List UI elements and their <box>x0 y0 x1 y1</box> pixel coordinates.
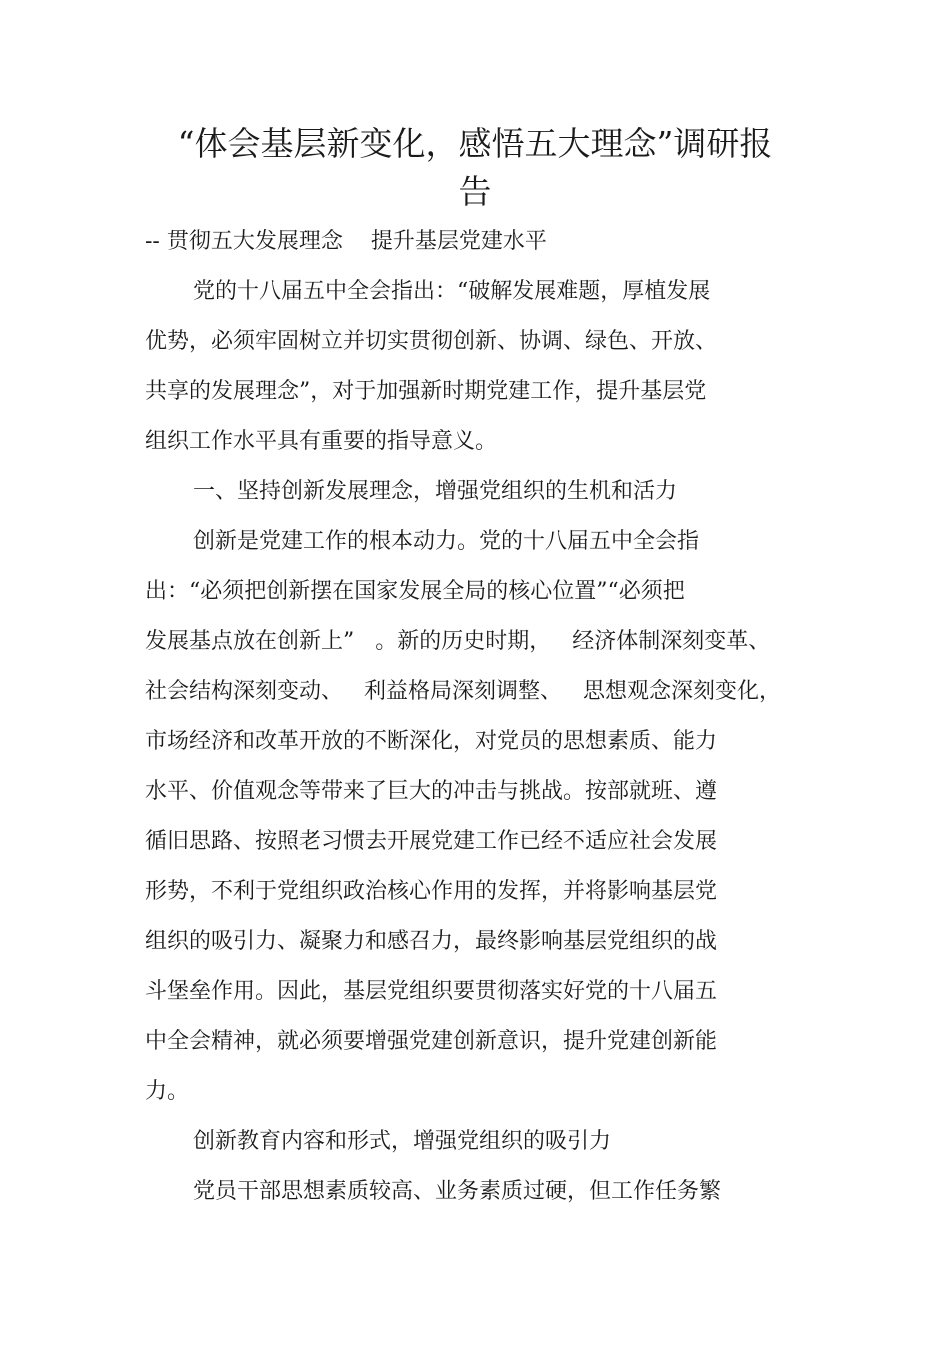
paragraph-line: 水平、价值观念等带来了巨大的冲击与挑战。按部就班、遵 <box>145 779 718 804</box>
document-subtitle: -- 贯彻五大发展理念 提升基层党建水平 <box>145 229 547 254</box>
paragraph-line: 创新是党建工作的根本动力。党的十八届五中全会指 <box>193 529 700 554</box>
paragraph-line: 市场经济和改革开放的不断深化，对党员的思想素质、能力 <box>145 729 718 754</box>
paragraph-line: 组织工作水平具有重要的指导意义。 <box>145 429 498 454</box>
paragraph-line: 力。 <box>145 1079 190 1104</box>
paragraph-line: 形势，不利于党组织政治核心作用的发挥，并将影响基层党 <box>145 879 718 904</box>
paragraph-line: 组织的吸引力、凝聚力和感召力，最终影响基层党组织的战 <box>145 929 718 954</box>
paragraph-line: 出：“必须把创新摆在国家发展全局的核心位置”“必须把 <box>145 579 685 604</box>
paragraph-line: 斗堡垒作用。因此，基层党组织要贯彻落实好党的十八届五 <box>145 979 718 1004</box>
paragraph-line: 循旧思路、按照老习惯去开展党建工作已经不适应社会发展 <box>145 829 718 854</box>
paragraph-line: 中全会精神，就必须要增强党建创新意识，提升党建创新能 <box>145 1029 718 1054</box>
paragraph-line: 党员干部思想素质较高、业务素质过硬，但工作任务繁 <box>193 1179 722 1204</box>
document-title-line-1: “体会基层新变化，感悟五大理念”调研报 <box>177 124 773 163</box>
document-title-line-2: 告 <box>458 172 492 211</box>
paragraph-line: 社会结构深刻变动、 利益格局深刻调整、 思想观念深刻变化， <box>145 679 781 704</box>
paragraph-line: 共享的发展理念”，对于加强新时期党建工作，提升基层党 <box>145 379 707 404</box>
section-heading: 一、坚持创新发展理念，增强党组织的生机和活力 <box>193 479 678 504</box>
paragraph-line: 发展基点放在创新上” 。新的历史时期， 经济体制深刻变革、 <box>145 629 771 654</box>
paragraph-line: 优势，必须牢固树立并切实贯彻创新、协调、绿色、开放、 <box>145 329 718 354</box>
paragraph-line: 党的十八届五中全会指出：“破解发展难题，厚植发展 <box>193 279 711 304</box>
subsection-heading: 创新教育内容和形式，增强党组织的吸引力 <box>193 1129 612 1154</box>
